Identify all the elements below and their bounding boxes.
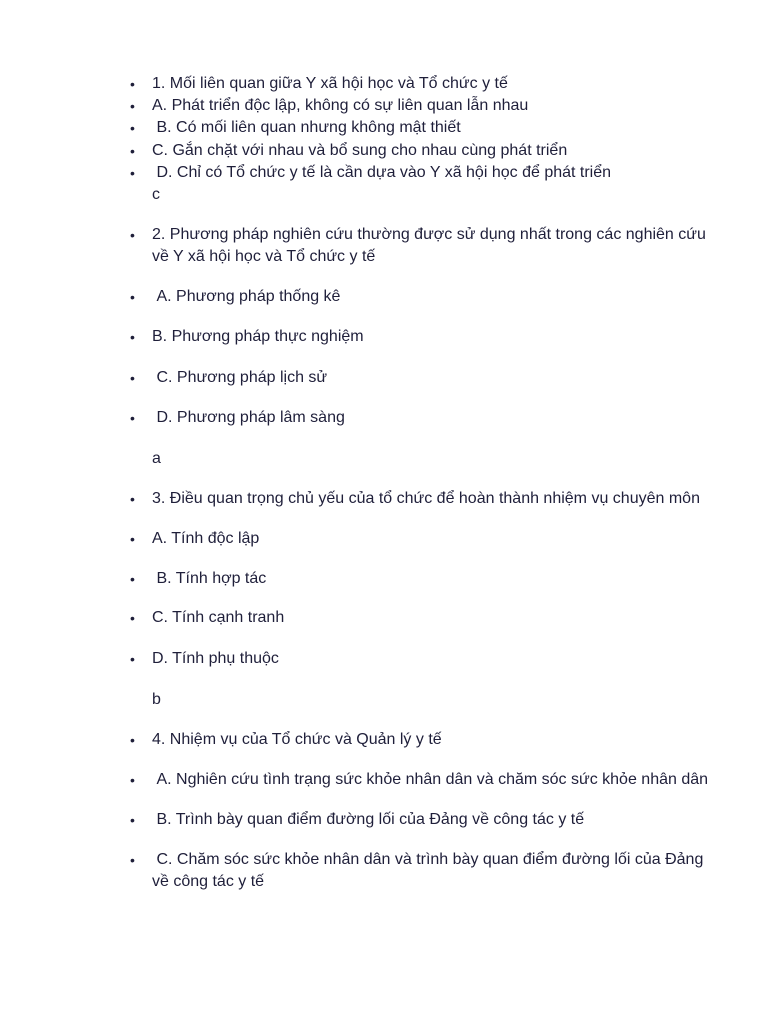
list-item <box>130 326 718 348</box>
list-item <box>130 488 718 510</box>
list-item <box>130 367 718 389</box>
bullet-icon: • <box>130 491 135 507</box>
line-text: C. Gắn chặt với nhau và bổ sung cho nhau cùng phát triển <box>152 142 568 159</box>
list-item <box>130 648 718 670</box>
list-item <box>130 809 718 831</box>
list-item <box>130 73 718 95</box>
line-text: 3. Điều quan trọng chủ yếu của tổ chức để hoàn thành nhiệm vụ chuyên môn <box>152 490 700 507</box>
bullet-icon: • <box>130 531 135 547</box>
list-item <box>130 568 718 590</box>
bullet-icon: • <box>130 651 135 667</box>
line-text: C. Chăm sóc sức khỏe nhân dân và trình bày quan điểm đường lối của Đảng về công tác y tế <box>152 851 708 890</box>
bullet-icon: • <box>130 143 135 159</box>
line-text: 2. Phương pháp nghiên cứu thường được sử dụng nhất trong các nghiên cứu về Y xã hội học và Tổ chức y tế <box>152 226 711 265</box>
line-text: A. Phát triển độc lập, không có sự liên quan lẫn nhau <box>152 97 529 114</box>
line-text: A. Phương pháp thống kê <box>152 288 341 305</box>
line-text: D. Phương pháp lâm sàng <box>152 409 345 426</box>
bullet-icon: • <box>130 571 135 587</box>
line-text: B. Phương pháp thực nghiệm <box>152 328 364 345</box>
bullet-icon: • <box>130 370 135 386</box>
bullet-icon: • <box>130 852 135 868</box>
bullet-icon: • <box>130 120 135 136</box>
list-item <box>130 849 718 893</box>
line-text: C. Tính cạnh tranh <box>152 609 285 626</box>
line-text: B. Có mối liên quan nhưng không mật thiết <box>152 119 461 136</box>
line-text: B. Trình bày quan điểm đường lối của Đảng về công tác y tế <box>152 811 585 828</box>
list-item <box>130 528 718 550</box>
line-text: A. Tính độc lập <box>152 530 260 547</box>
answer-key <box>152 184 160 206</box>
list-item <box>130 286 718 308</box>
line-text: 1. Mối liên quan giữa Y xã hội học và Tổ chức y tế <box>152 75 508 92</box>
line-text: A. Nghiên cứu tình trạng sức khỏe nhân dân và chăm sóc sức khỏe nhân dân <box>152 771 709 788</box>
list-item <box>130 95 718 117</box>
line-text: B. Tính hợp tác <box>152 570 267 587</box>
list-item <box>130 140 718 162</box>
answer-key <box>152 448 161 470</box>
line-text: D. Chỉ có Tổ chức y tế là cần dựa vào Y xã hội học để phát triển <box>152 164 612 181</box>
list-item <box>130 729 718 751</box>
list-item <box>130 607 718 629</box>
line-text: a <box>152 450 161 467</box>
bullet-icon: • <box>130 76 135 92</box>
bullet-icon: • <box>130 812 135 828</box>
list-item <box>130 224 718 268</box>
line-text: b <box>152 691 161 708</box>
bullet-icon: • <box>130 329 135 345</box>
bullet-icon: • <box>130 410 135 426</box>
list-item <box>130 769 718 791</box>
list-item <box>130 162 718 184</box>
bullet-icon: • <box>130 165 135 181</box>
bullet-icon: • <box>130 732 135 748</box>
bullet-icon: • <box>130 227 135 243</box>
line-text: c <box>152 186 160 203</box>
list-item <box>130 407 718 429</box>
line-text: D. Tính phụ thuộc <box>152 650 279 667</box>
bullet-icon: • <box>130 98 135 114</box>
bullet-icon: • <box>130 772 135 788</box>
line-text: 4. Nhiệm vụ của Tổ chức và Quản lý y tế <box>152 731 442 748</box>
line-text: C. Phương pháp lịch sử <box>152 369 328 386</box>
bullet-icon: • <box>130 610 135 626</box>
bullet-icon: • <box>130 289 135 305</box>
list-item <box>130 117 718 139</box>
answer-key <box>152 689 161 711</box>
